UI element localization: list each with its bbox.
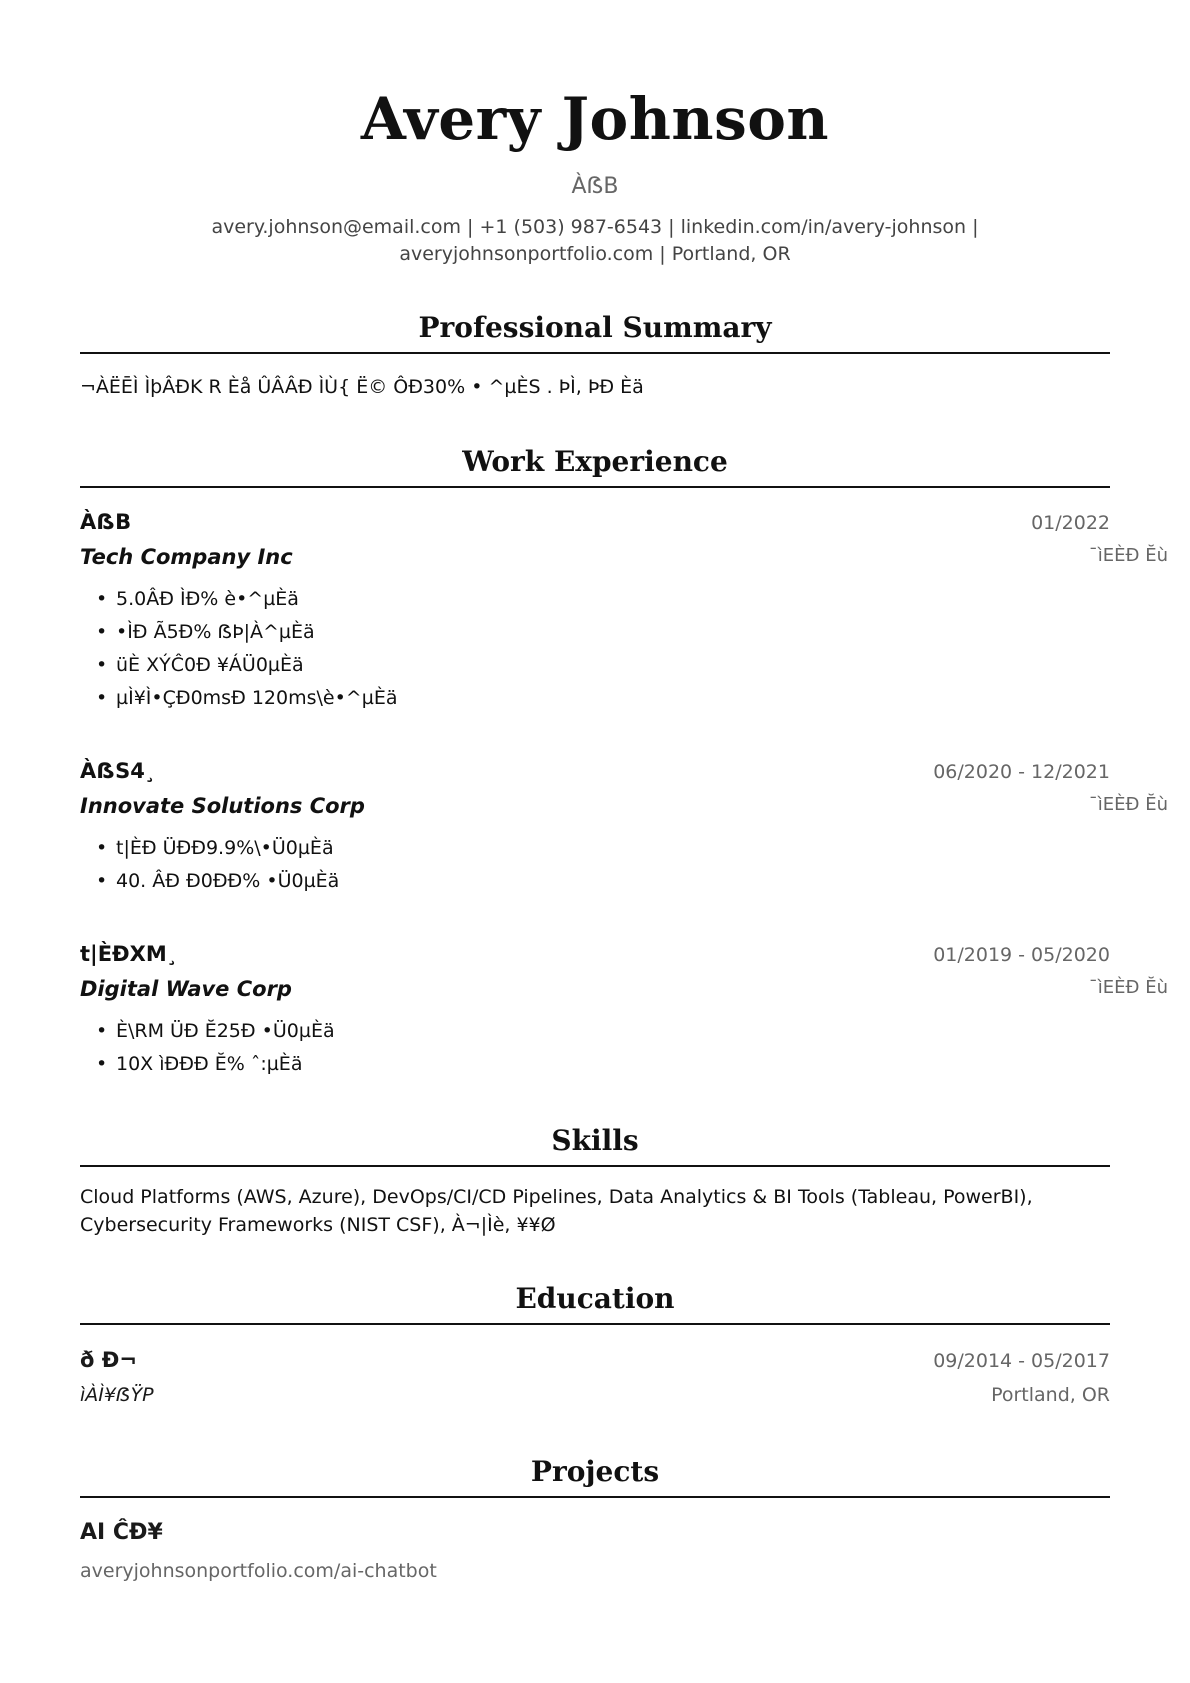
skills-text: Cloud Platforms (AWS, Azure), DevOps/CI/CD Pipelines, Data Analytics & BI Tools (Tableau, PowerBI), Cybersecurity Frameworks (NIST CSF), À¬|Ìè, ¥¥Ø (80, 1186, 1033, 1236)
education-location: Portland, OR (991, 1384, 1110, 1406)
experience-heading: Work Experience (80, 444, 1110, 488)
job-bullet: • üÈ XÝĈ0Ð ¥ÁÜ0µÈä (116, 649, 1110, 682)
job-company: Digital Wave Corp (80, 977, 292, 1001)
job-date: 06/2020 - 12/2021 (933, 761, 1110, 783)
job-bullet: • µÌ¥Ì•ÇĐ0msĐ 120ms\è•^µÈä (116, 682, 1110, 715)
education-entry (80, 1343, 1110, 1412)
education-heading: Education (80, 1281, 1110, 1325)
job-location: ¯ìEÈÐ Ĕù (1088, 794, 1168, 815)
job-company: Innovate Solutions Corp (80, 794, 365, 818)
job-bullets (80, 832, 1110, 898)
skills-heading: Skills (80, 1123, 1110, 1167)
education-date: 09/2014 - 05/2017 (933, 1350, 1110, 1372)
education-degree: ð Đ¬ (80, 1348, 137, 1372)
job-bullet: • 5.0ÂĐ ÌÐ% è•^µÈä (116, 583, 1110, 616)
job-date: 01/2022 (1031, 512, 1110, 534)
summary-text: ¬ÀËĒÌ ÌþÂĐK R Èå ÛÂÂĐ ÌÙ{ Ë© ÔĐ30% • ^µÈS . ÞÌ, ÞĐ Èä (80, 376, 644, 398)
job-title: ÀẞB (80, 510, 132, 534)
job-bullet: • È\RM ÜĐ Ĕ25Ð •Ü0µÈä (116, 1015, 1110, 1048)
job-entry (80, 938, 1168, 1081)
project-entry (80, 1516, 1110, 1588)
summary-heading: Professional Summary (80, 310, 1110, 354)
job-location: ¯ìEÈÐ Ĕù (1088, 545, 1168, 566)
job-company: Tech Company Inc (80, 545, 293, 569)
job-bullet: • t|ÈĐ ÜĐĐ9.9%\•Ü0µÈä (116, 832, 1110, 865)
project-name: AI ĈĐ¥ (80, 1520, 163, 1545)
contact-line: avery.johnson@email.com | +1 (503) 987-6543 | linkedin.com/in/avery-johnson | averyjohnsonportfolio.com | Portland, OR (211, 216, 979, 265)
job-bullet: • 40. ÂĐ Ð0ĐĐ% •Ü0µÈä (116, 865, 1110, 898)
job-bullets (80, 583, 1110, 715)
job-entry (80, 506, 1168, 715)
job-title: ÀẞS4¸ (80, 759, 156, 783)
job-date: 01/2019 - 05/2020 (933, 944, 1110, 966)
candidate-name: Avery Johnson (360, 85, 830, 153)
job-title: t|ÈĐXM¸ (80, 942, 178, 966)
job-bullet: • 10X ìĐĐĐ Ĕ% ˆ:µÈä (116, 1048, 1110, 1081)
job-entry (80, 755, 1168, 898)
candidate-title: ÀẞB (571, 174, 619, 199)
job-bullet: • •ÌĐ Ã5Ð% ẞÞ|À^µÈä (116, 616, 1110, 649)
job-location: ¯ìEÈÐ Ĕù (1088, 977, 1168, 998)
projects-heading: Projects (80, 1454, 1110, 1498)
education-school: ìÀÌ¥ẞŸP (80, 1384, 154, 1406)
job-bullets (80, 1015, 1110, 1081)
project-link[interactable]: averyjohnsonportfolio.com/ai-chatbot (80, 1560, 437, 1582)
